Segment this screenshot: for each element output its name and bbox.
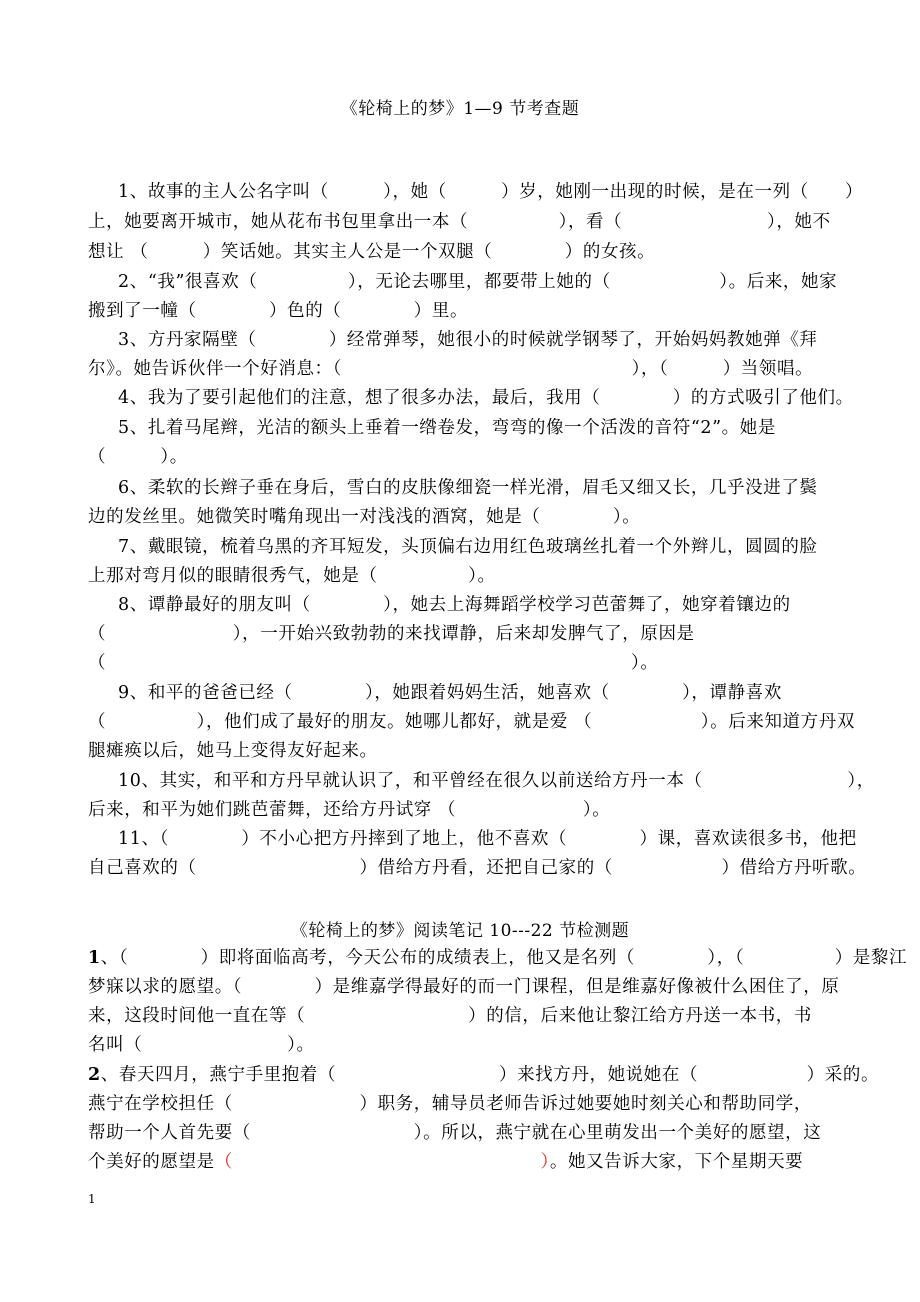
s2-q1-line1 bbox=[88, 946, 908, 970]
q9-line1: 9、和平的爸爸已经（ ），她跟着妈妈生活，她喜欢（ ），谭静喜欢 bbox=[118, 683, 782, 703]
s2-q2-last-suffix: 。她又告诉大家，下个星期天要 bbox=[549, 1152, 804, 1172]
s2-q2-last-prefix: 个美好的愿望是 bbox=[88, 1152, 215, 1172]
q8-line1: 8、谭静最好的朋友叫（ ），她去上海舞蹈学校学习芭蕾舞了，她穿着镶边的 bbox=[118, 595, 791, 615]
q1-line1: 1、故事的主人公名字叫（ ），她（ ）岁，她刚一出现的时候，是在一列（ ） bbox=[118, 182, 864, 202]
q10-line1: 10、其实，和平和方丹早就认识了，和平曾经在很久以前送给方丹一本（ ）， bbox=[118, 771, 875, 791]
s2-q1-line4: 名叫（ ）。 bbox=[88, 1035, 315, 1055]
q8-line2: （ ），一开始兴致勃勃的来找谭静，后来却发脾气了，原因是 bbox=[88, 624, 695, 644]
q7-line2: 上那对弯月似的眼睛很秀气，她是（ ）。 bbox=[88, 566, 496, 586]
q1-line2: 上，她要离开城市，她从花布书包里拿出一本（ ），看（ ），她不 bbox=[88, 212, 831, 232]
s2-q2-line2: 燕宁在学校担任（ ）职务，辅导员老师告诉过她要她时刻关心和帮助同学， bbox=[88, 1094, 812, 1114]
q11-line2: 自己喜欢的（ ）借给方丹看，还把自己家的（ ）借给方丹听歌。 bbox=[88, 858, 867, 878]
s2-q2-red-close: ） bbox=[540, 1152, 550, 1172]
q1-line3: 想让 （ ）笑话她。其实主人公是一个双腿（ ）的女孩。 bbox=[88, 242, 656, 262]
s2-q2-line4 bbox=[88, 1150, 848, 1174]
q7-line1: 7、戴眼镜，梳着乌黑的齐耳短发，头顶偏右边用红色玻璃丝扎着一个外辫儿，圆圆的脸 bbox=[118, 537, 818, 557]
section2-title: 《轮椅上的梦》阅读笔记 10---22 节检测题 bbox=[290, 921, 630, 941]
q8-line3: （ ）。 bbox=[88, 653, 659, 673]
s2-q1-line2: 梦寐以求的愿望。（ ）是维嘉学得最好的而一门课程，但是维嘉好像被什么困住了，原 bbox=[88, 977, 840, 997]
q4-line1: 4、我为了要引起他们的注意，想了很多办法，最后，我用（ ）的方式吸引了他们。 bbox=[118, 388, 854, 408]
s2-q1-number: 1 bbox=[88, 948, 101, 968]
page-number: 1 bbox=[88, 1192, 96, 1206]
q11-line1: 11、（ ）不小心把方丹摔到了地上，他不喜欢（ ）课，喜欢读很多书，他把 bbox=[118, 829, 857, 849]
q3-line2: 尔》。她告诉伙伴一个好消息：（ ），（ ）当领唱。 bbox=[88, 359, 814, 379]
s2-q2-text: 、春天四月，燕宁手里抱着（ ）来找方丹，她说她在（ ）采的。 bbox=[100, 1065, 880, 1085]
s2-q2-line1 bbox=[88, 1063, 880, 1087]
q9-line2: （ ），他们成了最好的朋友。她哪儿都好，就是爱 （ ）。后来知道方丹双 bbox=[88, 712, 855, 732]
q2-line2: 搬到了一幢（ ）色的（ ）里。 bbox=[88, 301, 469, 321]
q6-line1: 6、柔软的长辫子垂在身后，雪白的皮肤像细瓷一样光滑，眉毛又细又长，几乎没进了鬓 bbox=[118, 478, 818, 498]
s2-q2-red-open: （ bbox=[214, 1152, 233, 1172]
s2-q2-line3: 帮助一个人首先要（ ）。所以，燕宁就在心里萌发出一个美好的愿望，这 bbox=[88, 1123, 822, 1143]
s2-q2-red-space bbox=[233, 1152, 541, 1172]
q6-line2: 边的发丝里。她微笑时嘴角现出一对浅浅的酒窝，她是（ ）。 bbox=[88, 507, 641, 527]
s2-q1-line3: 来，这段时间他一直在等（ ）的信，后来他让黎江给方丹送一本书，书 bbox=[88, 1006, 812, 1026]
s2-q2-number: 2 bbox=[88, 1065, 101, 1085]
q10-line2: 后来，和平为她们跳芭蕾舞，还给方丹试穿 （ ）。 bbox=[88, 800, 611, 820]
q5-line1: 5、扎着马尾辫，光洁的额头上垂着一绺卷发，弯弯的像一个活泼的音符“2”。她是 bbox=[118, 418, 776, 438]
q3-line1: 3、方丹家隔壁（ ）经常弹琴，她很小的时候就学钢琴了，开始妈妈教她弹《拜 bbox=[118, 330, 818, 350]
q9-line3: 腿瘫痪以后，她马上变得友好起来。 bbox=[88, 741, 378, 761]
q5-line2: （ ）。 bbox=[88, 447, 188, 467]
section1-title: 《轮椅上的梦》1—9 节考查题 bbox=[340, 99, 580, 119]
q2-line1: 2、“我”很喜欢（ ），无论去哪里，都要带上她的（ ）。后来，她家 bbox=[118, 272, 838, 292]
s2-q1-text: 、（ ）即将面临高考，今天公布的成绩表上，他又是名列（ ），（ ）是黎江 bbox=[100, 948, 908, 968]
